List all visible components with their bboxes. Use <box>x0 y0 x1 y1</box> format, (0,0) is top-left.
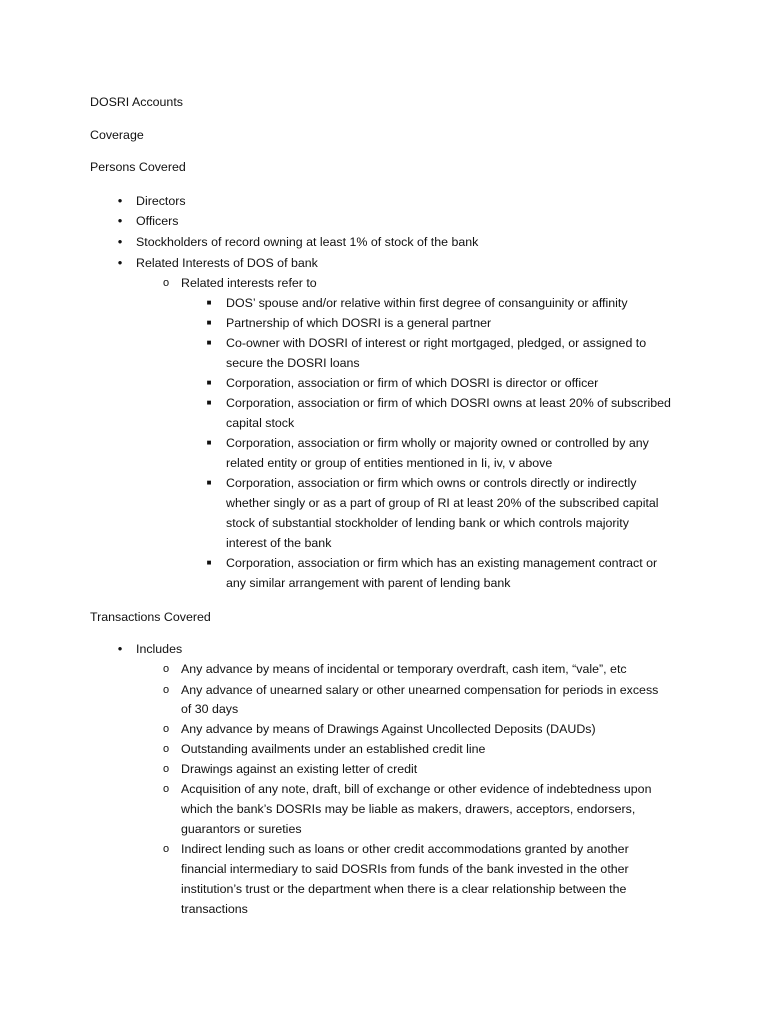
document-page: DOSRI Accounts Coverage Persons Covered • Directors • Officers • Stockholders of record owning at least 1% of stock of the bank • Related Interests of DOS of bank o Related interests refer to ■ DOS’ spouse and/or relative within first degree of consanguinity or affinity ■ Partnership of which DOSRI is a general partner ■ Co-owner with DOSRI of interest or right mortgaged, pledged, or assigned to secure the DOSRI loans ■ Corporation, association or firm of which DOSRI is director or officer ■ Corporation, association or firm of which DOSRI owns at least 20% of subscribed capital stock ■ Corporation, association or firm wholly or majority owned or controlled by any related entity or group of entities mentioned in Ii, iv, v above ■ Corporation, association or firm which owns or controls directly or indirectly whether singly or as a part of group of RI at least 20% of the subscribed capital stock of substantial stockholder of lending bank or which controls majority interest of the bank ■ Corporation, association or firm which has an existing management contract or any similar arrangement with parent of lending bank Transactions Covered • Includes o Any advance by means of incidental or temporary overdraft, cash item, “vale”, etc o Any advance of unearned salary or other unearned compensation for periods in excess of 30 days o Any advance by means of Drawings Against Uncollected Deposits (DAUDs) o Outstanding availments under an established credit line o Drawings against an existing letter of credit o Acquisition of any note, draft, bill of exchange or other evidence of indebtedness upon which the bank’s DOSRIs may be liable as makers, drawers, acceptors, endorsers, guarantors or sureties o Indirect lending such as loans or other credit accommodations granted by another financial intermediary to said DOSRIs from funds of the bank invested in the other institution’s trust or the department when there is a clear relationship between the transactions <box>0 0 768 1024</box>
circle-bullet-icon: o <box>162 783 170 795</box>
square-bullet-icon: ■ <box>206 318 212 327</box>
bullet-icon: • <box>117 213 123 228</box>
circle-bullet-icon: o <box>162 277 170 289</box>
section-heading-persons-covered: Persons Covered <box>90 160 186 174</box>
bullet-icon: • <box>117 234 123 249</box>
square-bullet-icon: ■ <box>206 478 212 487</box>
square-bullet-icon: ■ <box>206 338 212 347</box>
circle-bullet-icon: o <box>162 843 170 855</box>
bullet-icon: • <box>117 255 123 270</box>
square-bullet-icon: ■ <box>206 438 212 447</box>
doc-title: DOSRI Accounts <box>90 95 183 109</box>
bullet-icon: • <box>117 641 123 656</box>
circle-bullet-icon: o <box>162 723 170 735</box>
bullet-icon: • <box>117 193 123 208</box>
square-bullet-icon: ■ <box>206 558 212 567</box>
circle-bullet-icon: o <box>162 684 170 696</box>
square-bullet-icon: ■ <box>206 298 212 307</box>
section-heading-coverage: Coverage <box>90 128 144 142</box>
square-bullet-icon: ■ <box>206 398 212 407</box>
square-bullet-icon: ■ <box>206 378 212 387</box>
circle-bullet-icon: o <box>162 743 170 755</box>
circle-bullet-icon: o <box>162 663 170 675</box>
section-heading-transactions-covered: Transactions Covered <box>90 610 211 624</box>
circle-bullet-icon: o <box>162 763 170 775</box>
